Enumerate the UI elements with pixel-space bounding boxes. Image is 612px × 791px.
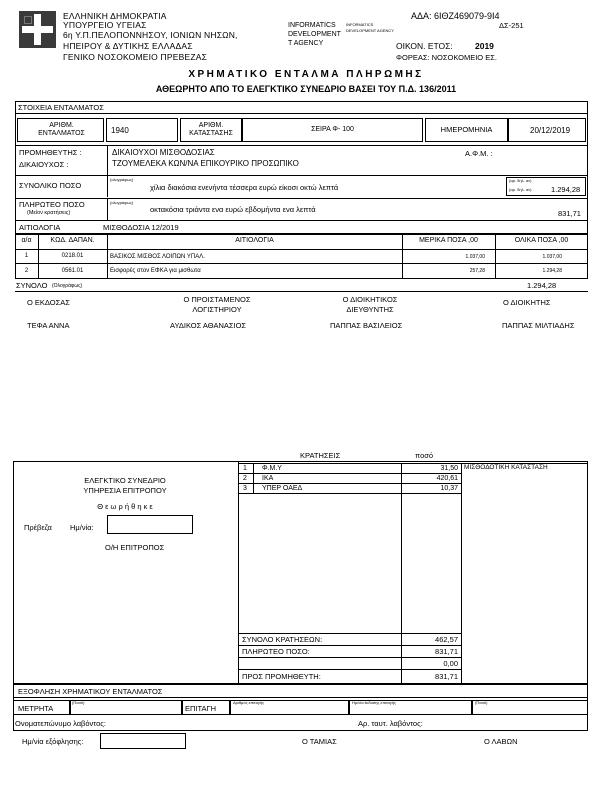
deductions-total-value: 462,57 [435,635,458,644]
col-header-total: ΟΛΙΚΑ ΠΟΣΑ ,00 [514,237,569,245]
date-label: ΗΜΕΡΟΜΗΝΙΑ [440,124,493,134]
status-no-label: ΑΡΙΘΜ. ΚΑΤΑΣΤΑΣΗΣ [189,121,233,137]
signature-name: ΠΑΠΠΑΣ ΜΙΛΤΙΑΔΗΣ [502,321,575,330]
warrant-no: 1940 [111,126,129,135]
signature-name: ΠΑΠΠΑΣ ΒΑΣΙΛΕΙΟΣ [330,321,403,330]
deduction-name: ΥΠΕΡ ΟΑΕΔ [262,485,303,492]
col-header-no: α/α [21,237,32,245]
audit-approved: Θ ε ω ρ ή θ η κ ε [97,502,153,511]
ada-code: ΑΔΑ: 6ΙΘΖ469079-9Ι4 [411,11,500,21]
payable-amount: 831,71 [558,209,581,218]
pay-date-label: Ημ/νία εξόφλησης: [22,737,84,746]
items-total-sub: (Ολογράφως) [52,283,83,289]
settlement-title: ΕΞΟΦΛΗΣΗ ΧΡΗΜΑΤΙΚΟΥ ΕΝΤΑΛΜΑΤΟΣ [18,687,163,696]
vendor-line: INFORMATICS [288,22,336,29]
col-header-reason: ΑΙΤΙΟΛΟΓΙΑ [235,237,274,245]
org-line: ΗΠΕΙΡΟΥ & ΔΥΤΙΚΗΣ ΕΛΛΑΔΑΣ [63,41,193,51]
in-numbers-label: (αρ. δηλ. αν) [509,178,532,183]
agency: ΦΟΡΕΑΣ: ΝΟΣΟΚΟΜΕΙΟ ΕΣ. [396,53,497,62]
beneficiary-value: ΤΖΟΥΜΕΛΕΚΑ ΚΩΝ/ΝΑ ΕΠΙΚΟΥΡΙΚΟ ΠΡΟΣΩΠΙΚΟ [112,159,299,168]
details-section-title: ΣΤΟΙΧΕΙΑ ΕΝΤΑΛΜΑΤΟΣ [18,103,104,112]
in-numbers-label: (αρ. δηλ. αν) [509,187,532,192]
vendor-line: DEVELOPMENT [288,31,341,38]
beneficiary-label: ΔΙΚΑΙΟΥΧΟΣ : [19,160,69,169]
deductions-blank-value: 0,00 [443,659,458,668]
cheque-number-hint: Αριθμός επιταγής [233,700,265,705]
deductions-payable-label: ΠΛΗΡΩΤΕΟ ΠΟΣΟ: [242,647,310,656]
total-label: ΣΥΝΟΛΙΚΟ ΠΟΣΟ [19,181,82,190]
signature-role: Ο ΔΙΟΙΚΗΤΗΣ [503,298,551,307]
items-total-value: 1.294,28 [527,281,557,290]
in-words-label: (ολογράφως) [110,177,134,182]
deductions-title: ΚΡΑΤΗΣΕΙΣ [300,451,341,460]
fiscal-year: 2019 [475,41,494,51]
row-partial: 257,28 [469,268,485,274]
audit-city: Πρέβεζα [24,523,52,532]
deductions-total-label: ΣΥΝΟΛΟ ΚΡΑΤΗΣΕΩΝ: [242,635,323,644]
page-subtitle: ΑΘΕΩΡΗΤΟ ΑΠΟ ΤΟ ΕΛΕΓΚΤΙΚΟ ΣΥΝΕΔΡΙΟ ΒΑΣΕΙ ΤΟΥ Π.Δ. 136/2011 [155,84,457,94]
row-total: 1.037,00 [542,253,562,260]
row-no: 2 [24,267,29,274]
row-partial: 1.037,00 [465,253,485,260]
id-label: Αρ. ταυτ. λαβόντος: [358,719,423,728]
row-total: 1.294,28 [542,268,562,274]
deduction-name: Φ.Μ.Υ [262,465,282,472]
deduction-amount: 10,37 [440,485,458,492]
audit-date-field[interactable] [107,515,193,534]
pay-date-field[interactable] [100,733,186,749]
signature-name: ΤΕΦΑ ΑΝΝΑ [27,321,70,330]
supplier-value: ΔΙΚΑΙΟΥΧΟΙ ΜΙΣΘΟΔΟΣΙΑΣ [112,148,215,157]
items-total-label: ΣΥΝΟΛΟ [16,281,48,290]
cash-label: ΜΕΤΡΗΤΑ [18,704,54,713]
deduction-note: ΜΙΣΘΟΔΟΤΙΚΗ ΚΑΤΑΣΤΑΣΗ [464,464,548,471]
signature-role: Ο ΕΚΔΟΣΑΣ [27,298,70,307]
payable-words: οκτακόσια τριάντα ενα ευρώ εβδομήντα ενα λεπτά [150,205,316,214]
cash-amount-field[interactable] [70,700,182,715]
supplier-label: ΠΡΟΜΗΘΕΥΤΗΣ : [19,148,82,157]
emblem-logo [19,11,56,48]
deductions-supplier-label: ΠΡΟΣ ΠΡΟΜΗΘΕΥΤΗ: [242,672,321,681]
deduction-no: 2 [243,475,247,482]
cheque-amount-field[interactable] [472,700,588,715]
fiscal-year-label: ΟΙΚΟΝ. ΕΤΟΣ: [396,41,453,51]
cashier-label: Ο ΤΑΜΙΑΣ [302,737,337,746]
signature-role: Ο ΠΡΟΙΣΤΑΜΕΝΟΣ ΛΟΓΙΣΤΗΡΙΟΥ [183,295,251,314]
cheque-amount-hint: (Ποσό) [475,700,488,705]
deduction-no: 3 [243,485,247,492]
afm-label: Α.Φ.Μ. : [465,149,493,158]
receiver-label: Ο ΛΑΒΩΝ [484,737,518,746]
payable-sub: (Μείον κρατήσεις) [27,210,71,216]
vendor-small-text: INFORMATICS DEVELOPMENT AGENCY [346,22,394,33]
audit-line2: ΥΠΗΡΕΣΙΑ ΕΠΙΤΡΟΠΟΥ [83,486,167,495]
org-line: 6η Υ.Π.ΠΕΛΟΠΟΝΝΗΣΟΥ, ΙΟΝΙΩΝ ΝΗΣΩΝ, [63,30,238,40]
page-title: ΧΡΗΜΑΤΙΚΟ ΕΝΤΑΛΜΑ ΠΛΗΡΩΜΗΣ [188,69,424,80]
deduction-no: 1 [243,465,247,472]
total-words: χίλια διακόσια ενενήντα τέσσερα ευρώ είκοσι οκτώ λεπτά [150,183,339,192]
audit-date-label: Ημ/νία: [70,523,94,532]
org-line: ΕΛΛΗΝΙΚΗ ΔΗΜΟΚΡΑΤΙΑ [63,11,167,21]
date: 20/12/2019 [530,126,571,135]
deduction-name: ΙΚΑ [262,475,274,482]
deductions-amount-header: ποσό [415,451,434,460]
deduction-amount: 420,61 [436,475,458,482]
deductions-supplier-value: 831,71 [435,672,458,681]
org-line: ΥΠΟΥΡΓΕΙΟ ΥΓΕΙΑΣ [63,20,147,30]
row-no: 1 [24,253,29,260]
col-header-code: ΚΩΔ. ΔΑΠΑΝ. [50,237,95,245]
audit-line1: ΕΛΕΓΚΤΙΚΟ ΣΥΝΕΔΡΙΟ [84,476,166,485]
cheque-label: ΕΠΙΤΑΓΗ [185,704,217,713]
org-line: ΓΕΝΙΚΟ ΝΟΣΟΚΟΜΕΙΟ ΠΡΕΒΕΖΑΣ [63,52,208,62]
signature-name: ΑΥΔΙΚΟΣ ΑΘΑΝΑΣΙΟΣ [170,321,247,330]
cash-hint: (Ποσό) [72,700,85,705]
signature-role: Ο ΔΙΟΙΚΗΤΙΚΟΣ ΔΙΕΥΘΥΝΤΗΣ [342,295,398,314]
row-code: 0561.01 [61,267,84,274]
reason-label: ΑΙΤΙΟΛΟΓΙΑ [19,223,61,232]
col-header-partial: ΜΕΡΙΚΑ ΠΟΣΑ ,00 [419,237,478,245]
audit-commissioner: Ο/Η ΕΠΙΤΡΟΠΟΣ [105,543,165,552]
deductions-payable-value: 831,71 [435,647,458,656]
total-amount: 1.294,28 [551,185,581,194]
row-desc: ΒΑΣΙΚΟΣ ΜΙΣΘΟΣ ΛΟΙΠΩΝ ΥΠΑΛ. [110,253,205,260]
warrant-no-label: ΑΡΙΘΜ. ΕΝΤΑΛΜΑΤΟΣ [38,121,85,137]
deduction-amount: 31,50 [440,465,458,472]
row-desc: Εισφορές στον ΕΦΚΑ για μισθωτα [110,268,201,274]
row-code: 0218.01 [61,253,84,260]
form-code: ΔΣ-251 [499,21,524,30]
reason: ΜΙΣΘΟΔΟΣΙΑ 12/2019 [103,223,179,232]
cheque-date-hint: Ημ/νία έκδοσης επιταγής [352,700,396,705]
payable-label: ΠΛΗΡΩΤΕΟ ΠΟΣΟ [19,200,85,209]
series: ΣΕΙΡΑ Φ- 100 [311,125,354,133]
in-words-label: (ολογράφως) [110,200,134,205]
vendor-line: T AGENCY [288,40,324,47]
recipient-label: Ονοματεπώνυμο λαβόντος: [15,719,107,728]
